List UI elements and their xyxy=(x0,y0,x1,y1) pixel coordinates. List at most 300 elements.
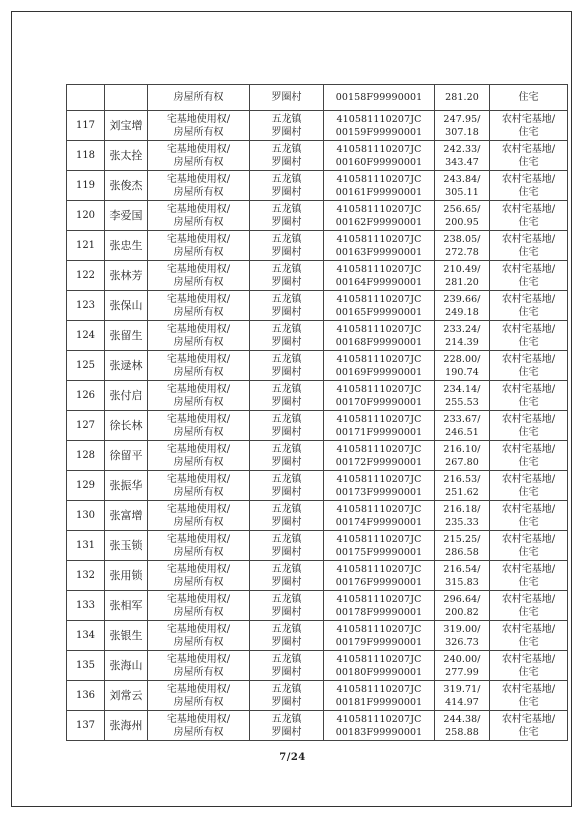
owner-name-cell: 张相军 xyxy=(105,591,148,621)
unit-code-cell xyxy=(324,651,435,681)
area-cell-line: 296.64/ xyxy=(443,593,481,605)
area-cell-line: 216.18/ xyxy=(443,503,481,515)
right-type-cell xyxy=(148,651,250,681)
area-cell xyxy=(435,411,490,441)
location-cell-line: 五龙镇 xyxy=(271,473,302,485)
area-cell-line: 200.82 xyxy=(445,606,479,618)
area-cell-line: 216.10/ xyxy=(443,443,481,455)
area-cell-line: 246.51 xyxy=(445,426,479,438)
area-cell-line: 267.80 xyxy=(445,456,479,468)
land-use-cell xyxy=(490,501,568,531)
area-cell xyxy=(435,561,490,591)
right-type-cell-line: 房屋所有权 xyxy=(173,276,224,288)
unit-code-cell-line: 410581110207JC xyxy=(336,233,422,245)
registry-table xyxy=(66,84,568,741)
area-cell-line: 234.14/ xyxy=(443,383,481,395)
land-use-cell xyxy=(490,291,568,321)
land-use-cell-line: 农村宅基地/ xyxy=(501,173,556,185)
area-cell xyxy=(435,501,490,531)
location-cell-line: 五龙镇 xyxy=(271,143,302,155)
right-type-cell-line: 房屋所有权 xyxy=(173,516,224,528)
land-use-cell-line: 农村宅基地/ xyxy=(501,353,556,365)
unit-code-cell-line: 410581110207JC xyxy=(336,503,422,515)
area-cell-line: 210.49/ xyxy=(443,263,481,275)
area-cell xyxy=(435,651,490,681)
right-type-cell xyxy=(148,85,250,111)
unit-code-cell-line: 00170F99990001 xyxy=(335,396,423,408)
row-number-cell: 119 xyxy=(67,171,105,201)
right-type-cell-line: 房屋所有权 xyxy=(173,636,224,648)
location-cell-line: 罗圈村 xyxy=(271,696,302,708)
area-cell-line: 258.88 xyxy=(445,726,479,738)
land-use-cell-line: 住宅 xyxy=(518,726,539,738)
location-cell-line: 罗圈村 xyxy=(271,516,302,528)
area-cell xyxy=(435,381,490,411)
location-cell xyxy=(250,381,324,411)
land-use-cell xyxy=(490,591,568,621)
table-row xyxy=(67,141,568,171)
area-cell xyxy=(435,85,490,111)
right-type-cell-line: 宅基地使用权/ xyxy=(166,323,231,335)
location-cell-line: 五龙镇 xyxy=(271,203,302,215)
land-use-cell xyxy=(490,441,568,471)
area-cell-line: 305.11 xyxy=(445,186,479,198)
right-type-cell-line: 房屋所有权 xyxy=(173,186,224,198)
area-cell-line: 244.38/ xyxy=(443,713,481,725)
land-use-cell-line: 住宅 xyxy=(518,546,539,558)
location-cell-line: 罗圈村 xyxy=(271,306,302,318)
unit-code-cell-line: 410581110207JC xyxy=(336,263,422,275)
location-cell xyxy=(250,711,324,741)
land-use-cell-line: 农村宅基地/ xyxy=(501,143,556,155)
area-cell-line: 343.47 xyxy=(445,156,479,168)
right-type-cell xyxy=(148,171,250,201)
table-row xyxy=(67,381,568,411)
location-cell-line: 罗圈村 xyxy=(271,576,302,588)
area-cell-line: 239.66/ xyxy=(443,293,481,305)
area-cell-line: 215.25/ xyxy=(443,533,481,545)
unit-code-cell-line: 00181F99990001 xyxy=(335,696,423,708)
table-row xyxy=(67,231,568,261)
table-row xyxy=(67,441,568,471)
owner-name-cell: 张林芳 xyxy=(105,261,148,291)
land-use-cell-line: 住宅 xyxy=(518,396,539,408)
row-number-cell: 120 xyxy=(67,201,105,231)
location-cell-line: 五龙镇 xyxy=(271,353,302,365)
owner-name-cell: 刘常云 xyxy=(105,681,148,711)
unit-code-cell xyxy=(324,561,435,591)
land-use-cell xyxy=(490,201,568,231)
land-use-cell xyxy=(490,411,568,441)
table-row xyxy=(67,711,568,741)
row-number-cell: 127 xyxy=(67,411,105,441)
area-cell-line: 233.67/ xyxy=(443,413,481,425)
unit-code-cell-line: 00158F99990001 xyxy=(335,92,423,103)
unit-code-cell xyxy=(324,201,435,231)
land-use-cell xyxy=(490,351,568,381)
location-cell xyxy=(250,111,324,141)
unit-code-cell-line: 410581110207JC xyxy=(336,173,422,185)
unit-code-cell xyxy=(324,471,435,501)
right-type-cell-line: 房屋所有权 xyxy=(173,606,224,618)
location-cell-line: 罗圈村 xyxy=(271,606,302,618)
area-cell xyxy=(435,711,490,741)
land-use-cell-line: 农村宅基地/ xyxy=(501,383,556,395)
unit-code-cell-line: 00172F99990001 xyxy=(335,456,423,468)
right-type-cell xyxy=(148,591,250,621)
land-use-cell xyxy=(490,141,568,171)
unit-code-cell-line: 00183F99990001 xyxy=(335,726,423,738)
location-cell xyxy=(250,171,324,201)
unit-code-cell-line: 410581110207JC xyxy=(336,143,422,155)
page-number: 7/24 xyxy=(279,752,306,763)
right-type-cell xyxy=(148,201,250,231)
right-type-cell xyxy=(148,111,250,141)
row-number-cell: 117 xyxy=(67,111,105,141)
location-cell-line: 五龙镇 xyxy=(271,113,302,125)
area-cell xyxy=(435,591,490,621)
unit-code-cell xyxy=(324,85,435,111)
table-row xyxy=(67,681,568,711)
location-cell xyxy=(250,591,324,621)
right-type-cell-line: 房屋所有权 xyxy=(173,666,224,678)
area-cell xyxy=(435,261,490,291)
unit-code-cell-line: 410581110207JC xyxy=(336,353,422,365)
location-cell xyxy=(250,141,324,171)
unit-code-cell-line: 00169F99990001 xyxy=(335,366,423,378)
land-use-cell xyxy=(490,85,568,111)
row-number-cell xyxy=(67,85,105,111)
location-cell-line: 罗圈村 xyxy=(271,336,302,348)
right-type-cell xyxy=(148,141,250,171)
area-cell xyxy=(435,441,490,471)
location-cell-line: 五龙镇 xyxy=(271,503,302,515)
right-type-cell-line: 房屋所有权 xyxy=(173,546,224,558)
area-cell xyxy=(435,141,490,171)
unit-code-cell xyxy=(324,711,435,741)
right-type-cell xyxy=(148,261,250,291)
right-type-cell xyxy=(148,321,250,351)
row-number-cell: 128 xyxy=(67,441,105,471)
area-cell xyxy=(435,111,490,141)
area-cell-line: 249.18 xyxy=(445,306,479,318)
land-use-cell-line: 农村宅基地/ xyxy=(501,473,556,485)
location-cell-line: 罗圈村 xyxy=(271,666,302,678)
row-number-cell: 136 xyxy=(67,681,105,711)
unit-code-cell xyxy=(324,621,435,651)
land-use-cell xyxy=(490,261,568,291)
unit-code-cell-line: 00179F99990001 xyxy=(335,636,423,648)
unit-code-cell-line: 00175F99990001 xyxy=(335,546,423,558)
area-cell-line: 240.00/ xyxy=(443,653,481,665)
land-use-cell-line: 农村宅基地/ xyxy=(501,413,556,425)
area-cell xyxy=(435,531,490,561)
table-row xyxy=(67,651,568,681)
row-number-cell: 135 xyxy=(67,651,105,681)
right-type-cell-line: 房屋所有权 xyxy=(173,396,224,408)
land-use-cell xyxy=(490,171,568,201)
area-cell-line: 216.54/ xyxy=(443,563,481,575)
area-cell-line: 256.65/ xyxy=(443,203,481,215)
location-cell-line: 罗圈村 xyxy=(271,396,302,408)
location-cell-line: 罗圈村 xyxy=(271,366,302,378)
table-row xyxy=(67,561,568,591)
location-cell xyxy=(250,531,324,561)
location-cell xyxy=(250,561,324,591)
owner-name-cell: 张富增 xyxy=(105,501,148,531)
area-cell-line: 190.74 xyxy=(445,366,479,378)
owner-name-cell: 张振华 xyxy=(105,471,148,501)
area-cell xyxy=(435,231,490,261)
right-type-cell-line: 房屋所有权 xyxy=(173,306,224,318)
location-cell-line: 罗圈村 xyxy=(271,92,302,103)
owner-name-cell: 张玉锁 xyxy=(105,531,148,561)
location-cell-line: 罗圈村 xyxy=(271,126,302,138)
right-type-cell-line: 宅基地使用权/ xyxy=(166,443,231,455)
owner-name-cell: 张太拴 xyxy=(105,141,148,171)
right-type-cell-line: 宅基地使用权/ xyxy=(166,593,231,605)
location-cell xyxy=(250,621,324,651)
right-type-cell-line: 宅基地使用权/ xyxy=(166,143,231,155)
row-number-cell: 125 xyxy=(67,351,105,381)
right-type-cell-line: 宅基地使用权/ xyxy=(166,173,231,185)
owner-name-cell: 张俊杰 xyxy=(105,171,148,201)
row-number-cell: 133 xyxy=(67,591,105,621)
right-type-cell-line: 宅基地使用权/ xyxy=(166,533,231,545)
unit-code-cell-line: 410581110207JC xyxy=(336,533,422,545)
unit-code-cell-line: 00161F99990001 xyxy=(335,186,423,198)
unit-code-cell xyxy=(324,321,435,351)
area-cell-line: 243.84/ xyxy=(443,173,481,185)
unit-code-cell-line: 410581110207JC xyxy=(336,113,422,125)
unit-code-cell-line: 00163F99990001 xyxy=(335,246,423,258)
right-type-cell-line: 房屋所有权 xyxy=(173,366,224,378)
right-type-cell-line: 房屋所有权 xyxy=(173,726,224,738)
unit-code-cell-line: 00171F99990001 xyxy=(335,426,423,438)
location-cell xyxy=(250,471,324,501)
unit-code-cell xyxy=(324,351,435,381)
right-type-cell xyxy=(148,531,250,561)
row-number-cell: 118 xyxy=(67,141,105,171)
area-cell-line: 200.95 xyxy=(445,216,479,228)
unit-code-cell xyxy=(324,111,435,141)
unit-code-cell-line: 00162F99990001 xyxy=(335,216,423,228)
land-use-cell-line: 住宅 xyxy=(518,456,539,468)
location-cell-line: 五龙镇 xyxy=(271,623,302,635)
land-use-cell-line: 住宅 xyxy=(518,336,539,348)
right-type-cell-line: 宅基地使用权/ xyxy=(166,233,231,245)
location-cell-line: 罗圈村 xyxy=(271,156,302,168)
area-cell xyxy=(435,291,490,321)
row-number-cell: 132 xyxy=(67,561,105,591)
unit-code-cell xyxy=(324,531,435,561)
unit-code-cell-line: 00180F99990001 xyxy=(335,666,423,678)
right-type-cell xyxy=(148,291,250,321)
unit-code-cell-line: 410581110207JC xyxy=(336,323,422,335)
area-cell-line: 247.95/ xyxy=(443,113,481,125)
unit-code-cell-line: 00176F99990001 xyxy=(335,576,423,588)
land-use-cell xyxy=(490,321,568,351)
right-type-cell-line: 宅基地使用权/ xyxy=(166,353,231,365)
unit-code-cell-line: 00160F99990001 xyxy=(335,156,423,168)
unit-code-cell xyxy=(324,441,435,471)
location-cell xyxy=(250,291,324,321)
area-cell xyxy=(435,321,490,351)
location-cell-line: 五龙镇 xyxy=(271,383,302,395)
right-type-cell-line: 房屋所有权 xyxy=(173,246,224,258)
land-use-cell-line: 农村宅基地/ xyxy=(501,263,556,275)
location-cell xyxy=(250,411,324,441)
right-type-cell xyxy=(148,351,250,381)
unit-code-cell-line: 00164F99990001 xyxy=(335,276,423,288)
unit-code-cell-line: 410581110207JC xyxy=(336,473,422,485)
unit-code-cell-line: 410581110207JC xyxy=(336,203,422,215)
location-cell xyxy=(250,501,324,531)
row-number-cell: 122 xyxy=(67,261,105,291)
right-type-cell-line: 宅基地使用权/ xyxy=(166,503,231,515)
area-cell-line: 281.20 xyxy=(445,276,479,288)
area-cell-line: 216.53/ xyxy=(443,473,481,485)
owner-name-cell: 张逯林 xyxy=(105,351,148,381)
area-cell-line: 242.33/ xyxy=(443,143,481,155)
area-cell-line: 228.00/ xyxy=(443,353,481,365)
unit-code-cell-line: 410581110207JC xyxy=(336,293,422,305)
location-cell-line: 五龙镇 xyxy=(271,323,302,335)
land-use-cell xyxy=(490,531,568,561)
unit-code-cell-line: 00178F99990001 xyxy=(335,606,423,618)
right-type-cell xyxy=(148,681,250,711)
location-cell-line: 五龙镇 xyxy=(271,173,302,185)
area-cell-line: 315.83 xyxy=(445,576,479,588)
land-use-cell-line: 农村宅基地/ xyxy=(501,653,556,665)
land-use-cell-line: 住宅 xyxy=(518,306,539,318)
row-number-cell: 137 xyxy=(67,711,105,741)
table-row xyxy=(67,621,568,651)
right-type-cell-line: 宅基地使用权/ xyxy=(166,113,231,125)
location-cell xyxy=(250,85,324,111)
land-use-cell-line: 住宅 xyxy=(518,246,539,258)
row-number-cell: 126 xyxy=(67,381,105,411)
area-cell xyxy=(435,201,490,231)
location-cell-line: 五龙镇 xyxy=(271,263,302,275)
area-cell-line: 238.05/ xyxy=(443,233,481,245)
land-use-cell-line: 住宅 xyxy=(518,486,539,498)
land-use-cell-line: 住宅 xyxy=(518,126,539,138)
owner-name-cell: 张海山 xyxy=(105,651,148,681)
land-use-cell-line: 住宅 xyxy=(518,576,539,588)
unit-code-cell xyxy=(324,591,435,621)
area-cell-line: 255.53 xyxy=(445,396,479,408)
area-cell-line: 307.18 xyxy=(445,126,479,138)
area-cell-line: 286.58 xyxy=(445,546,479,558)
unit-code-cell xyxy=(324,231,435,261)
location-cell-line: 五龙镇 xyxy=(271,233,302,245)
unit-code-cell-line: 410581110207JC xyxy=(336,623,422,635)
land-use-cell-line: 住宅 xyxy=(518,516,539,528)
location-cell-line: 五龙镇 xyxy=(271,713,302,725)
location-cell xyxy=(250,351,324,381)
land-use-cell xyxy=(490,561,568,591)
location-cell-line: 罗圈村 xyxy=(271,486,302,498)
location-cell-line: 罗圈村 xyxy=(271,186,302,198)
area-cell-line: 214.39 xyxy=(445,336,479,348)
land-use-cell-line: 农村宅基地/ xyxy=(501,713,556,725)
location-cell-line: 罗圈村 xyxy=(271,546,302,558)
location-cell xyxy=(250,201,324,231)
land-use-cell-line: 农村宅基地/ xyxy=(501,563,556,575)
owner-name-cell: 徐长林 xyxy=(105,411,148,441)
land-use-cell-line: 住宅 xyxy=(518,156,539,168)
land-use-cell xyxy=(490,471,568,501)
owner-name-cell: 张忠生 xyxy=(105,231,148,261)
right-type-cell xyxy=(148,711,250,741)
right-type-cell-line: 房屋所有权 xyxy=(173,456,224,468)
right-type-cell-line: 宅基地使用权/ xyxy=(166,683,231,695)
land-use-cell xyxy=(490,711,568,741)
table-row xyxy=(67,111,568,141)
right-type-cell-line: 房屋所有权 xyxy=(173,426,224,438)
right-type-cell-line: 宅基地使用权/ xyxy=(166,203,231,215)
unit-code-cell-line: 410581110207JC xyxy=(336,683,422,695)
land-use-cell-line: 住宅 xyxy=(518,186,539,198)
location-cell xyxy=(250,651,324,681)
right-type-cell-line: 宅基地使用权/ xyxy=(166,413,231,425)
table-row xyxy=(67,261,568,291)
land-use-cell-line: 农村宅基地/ xyxy=(501,323,556,335)
owner-name-cell: 张付启 xyxy=(105,381,148,411)
location-cell-line: 五龙镇 xyxy=(271,593,302,605)
owner-name-cell: 张保山 xyxy=(105,291,148,321)
location-cell-line: 五龙镇 xyxy=(271,443,302,455)
land-use-cell xyxy=(490,381,568,411)
right-type-cell xyxy=(148,441,250,471)
location-cell-line: 罗圈村 xyxy=(271,216,302,228)
land-use-cell-line: 住宅 xyxy=(518,366,539,378)
right-type-cell-line: 房屋所有权 xyxy=(173,216,224,228)
land-use-cell-line: 农村宅基地/ xyxy=(501,233,556,245)
land-use-cell-line: 农村宅基地/ xyxy=(501,593,556,605)
owner-name-cell: 张留生 xyxy=(105,321,148,351)
right-type-cell-line: 房屋所有权 xyxy=(173,126,224,138)
table-row xyxy=(67,501,568,531)
location-cell-line: 五龙镇 xyxy=(271,563,302,575)
area-cell-line: 233.24/ xyxy=(443,323,481,335)
unit-code-cell-line: 00159F99990001 xyxy=(335,126,423,138)
registry-table-body xyxy=(67,85,568,741)
area-cell xyxy=(435,471,490,501)
unit-code-cell-line: 410581110207JC xyxy=(336,413,422,425)
right-type-cell-line: 房屋所有权 xyxy=(173,336,224,348)
land-use-cell-line: 农村宅基地/ xyxy=(501,203,556,215)
table-row xyxy=(67,321,568,351)
right-type-cell-line: 宅基地使用权/ xyxy=(166,263,231,275)
unit-code-cell-line: 410581110207JC xyxy=(336,563,422,575)
unit-code-cell-line: 410581110207JC xyxy=(336,653,422,665)
unit-code-cell xyxy=(324,411,435,441)
unit-code-cell-line: 410581110207JC xyxy=(336,443,422,455)
table-row xyxy=(67,471,568,501)
right-type-cell-line: 宅基地使用权/ xyxy=(166,713,231,725)
row-number-cell: 123 xyxy=(67,291,105,321)
location-cell xyxy=(250,441,324,471)
unit-code-cell xyxy=(324,501,435,531)
unit-code-cell-line: 00168F99990001 xyxy=(335,336,423,348)
unit-code-cell-line: 410581110207JC xyxy=(336,593,422,605)
row-number-cell: 124 xyxy=(67,321,105,351)
unit-code-cell xyxy=(324,171,435,201)
owner-name-cell: 张银生 xyxy=(105,621,148,651)
land-use-cell-line: 住宅 xyxy=(518,636,539,648)
